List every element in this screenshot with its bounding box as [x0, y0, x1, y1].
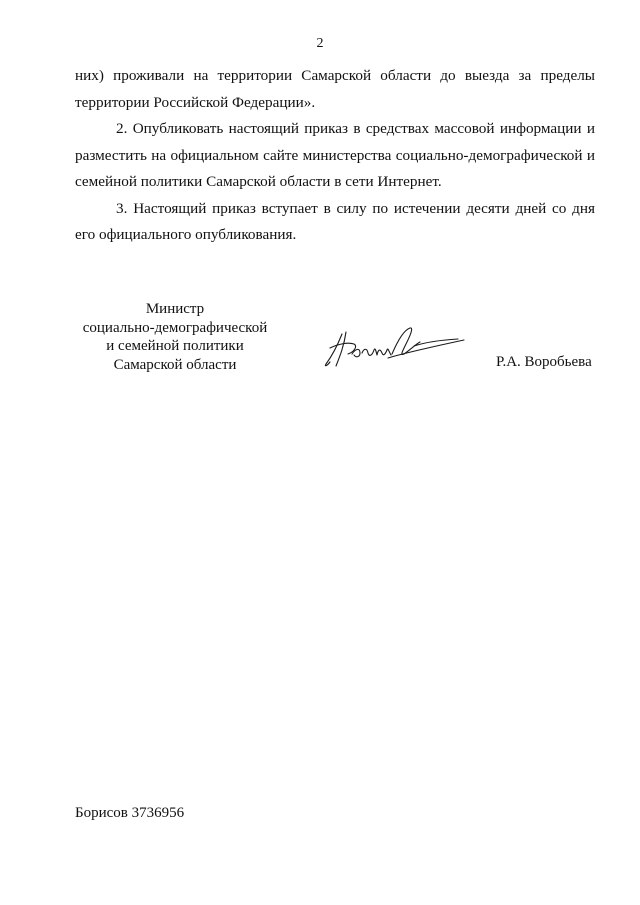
paragraph-continuation: них) проживали на территории Самарской области до выезда за пределы территории Российской Федерации». [75, 67, 595, 111]
document-body [75, 63, 595, 249]
signature-title-block [70, 300, 280, 374]
paragraph-item-3: 3. Настоящий приказ вступает в силу по истечении десяти дней со дня его официального опубликования. [75, 199, 595, 243]
signer-position-line: Самарской области [113, 356, 237, 373]
signer-position-line: социально-демографической [82, 319, 268, 336]
signer-name: Р.А. Воробьева [496, 354, 592, 370]
handwritten-signature-icon [318, 320, 468, 380]
signer-position-line: и семейной политики [106, 338, 244, 354]
page-number: 2 [316, 36, 324, 51]
signer-position-line: Министр [145, 301, 205, 317]
executor-note: Борисов 3736956 [75, 805, 185, 821]
paragraph-item-2: 2. Опубликовать настоящий приказ в средствах массовой информации и разместить на официальном сайте министерства социально-демографической и семейной политики Самарской области в сети Интернет. [75, 120, 595, 190]
